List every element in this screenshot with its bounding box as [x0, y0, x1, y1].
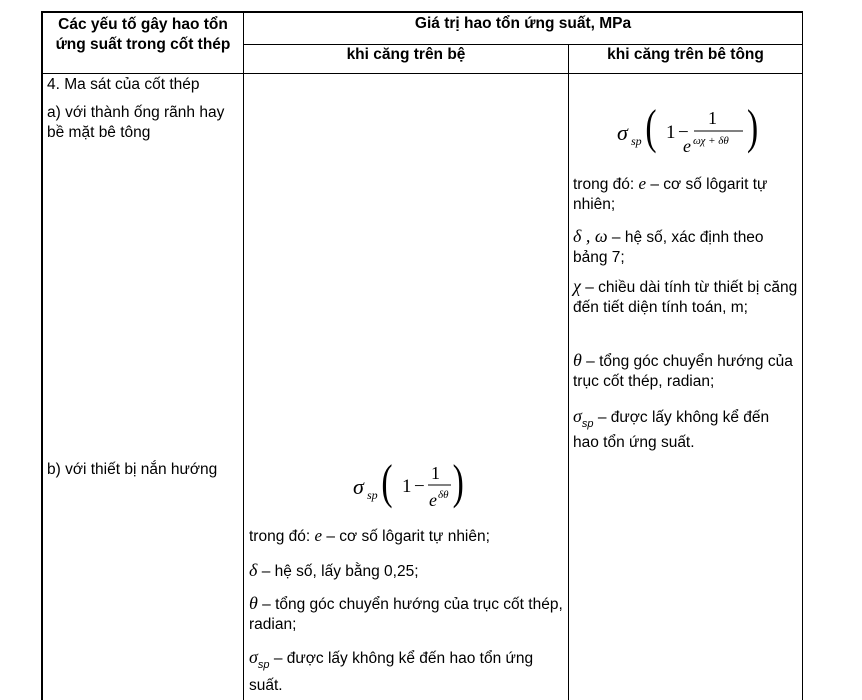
concrete-theta-symbol: θ [573, 350, 582, 370]
table-col-divider-2 [568, 44, 569, 700]
table-border-left [41, 11, 43, 700]
formula-bed-lparen: ( [381, 455, 393, 509]
bed-where-sigma [249, 644, 565, 699]
item-a: a) với thành ống rãnh hay bề mặt bê tông [47, 104, 225, 141]
formula-concrete-sigma: σ [617, 120, 628, 145]
bed-delta-symbol: δ [249, 560, 258, 580]
bed-where-theta [249, 593, 565, 635]
formula-bed-sub: sp [367, 488, 378, 502]
formula-bed-one: 1 [402, 476, 412, 497]
concrete-where-theta [573, 350, 798, 392]
item-friction: 4. Ma sát của cốt thép [47, 76, 200, 93]
concrete-sigma-sub: sp [581, 418, 594, 430]
formula-bed-minus: − [414, 476, 425, 497]
table-col-divider-1 [243, 11, 244, 700]
concrete-where-delta-omega [573, 226, 798, 268]
concrete-chi-desc: – chiều dài tính từ thiết bị căng đến tiết diện tính toán, m; [573, 279, 798, 316]
bed-theta-desc: – tổng góc chuyển hướng của trục cốt thép, radian; [249, 596, 563, 633]
formula-bed [351, 455, 481, 519]
concrete-e-symbol: e [638, 174, 647, 193]
formula-bed-rparen: ) [452, 455, 464, 509]
concrete-sigma-symbol: σ [573, 406, 582, 426]
concrete-delta-omega-symbol: δ , ω [573, 226, 608, 246]
formula-bed-e: e [429, 490, 437, 510]
formula-concrete-exp: ωχ + δθ [693, 135, 729, 147]
formula-concrete-lparen: ( [645, 100, 657, 154]
formula-bed-exp: δθ [438, 489, 449, 501]
formula-concrete-minus: − [678, 122, 689, 143]
concrete-where-prefix: trong đó: [573, 176, 635, 193]
concrete-theta-desc: – tổng góc chuyển hướng của trục cốt thép, radian; [573, 353, 793, 390]
concrete-where-chi [573, 276, 798, 318]
concrete-sigma-desc: – được lấy không kể đến hao tổn ứng suất. [573, 409, 770, 451]
bed-sigma-sub: sp [257, 659, 270, 671]
table-border-top [41, 11, 803, 13]
header-col2: Giá trị hao tổn ứng suất, MPa [414, 15, 632, 32]
table-header-bottom [41, 73, 803, 74]
formula-concrete-e: e [683, 136, 691, 156]
bed-where-delta [249, 560, 565, 582]
concrete-e-desc: – cơ số lôgarit tự nhiên; [573, 176, 768, 213]
formula-bed-sigma: σ [353, 474, 364, 499]
bed-sigma-desc: – được lấy không kể đến hao tổn ứng suất. [249, 650, 534, 694]
bed-sigma-symbol: σ [249, 647, 258, 667]
bed-delta-desc: – hệ số, lấy bằng 0,25; [261, 563, 419, 580]
formula-bed-num: 1 [431, 463, 440, 483]
bed-e-symbol: e [314, 526, 323, 545]
bed-theta-symbol: θ [249, 593, 258, 613]
concrete-chi-symbol: χ [573, 276, 581, 296]
item-b: b) với thiết bị nắn hướng [47, 461, 218, 478]
formula-concrete-sub: sp [631, 134, 642, 148]
bed-where-e [249, 526, 565, 547]
formula-concrete-num: 1 [708, 108, 717, 128]
bed-e-desc: – cơ số lôgarit tự nhiên; [326, 528, 490, 545]
formula-concrete-one: 1 [666, 122, 676, 143]
header-col2b: khi căng trên bê tông [607, 46, 764, 63]
header-col1: Các yếu tố gây hao tổn ứng suất trong cốt thép [55, 16, 231, 53]
formula-concrete [615, 100, 775, 164]
concrete-delta-omega-desc: – hệ số, xác định theo bảng 7; [573, 229, 764, 266]
concrete-where-sigma [573, 404, 798, 455]
concrete-where-e [573, 174, 798, 215]
formula-concrete-rparen: ) [747, 100, 759, 154]
table-border-right [802, 11, 803, 700]
header-col2a: khi căng trên bệ [346, 46, 466, 63]
bed-where-prefix: trong đó: [249, 528, 311, 545]
